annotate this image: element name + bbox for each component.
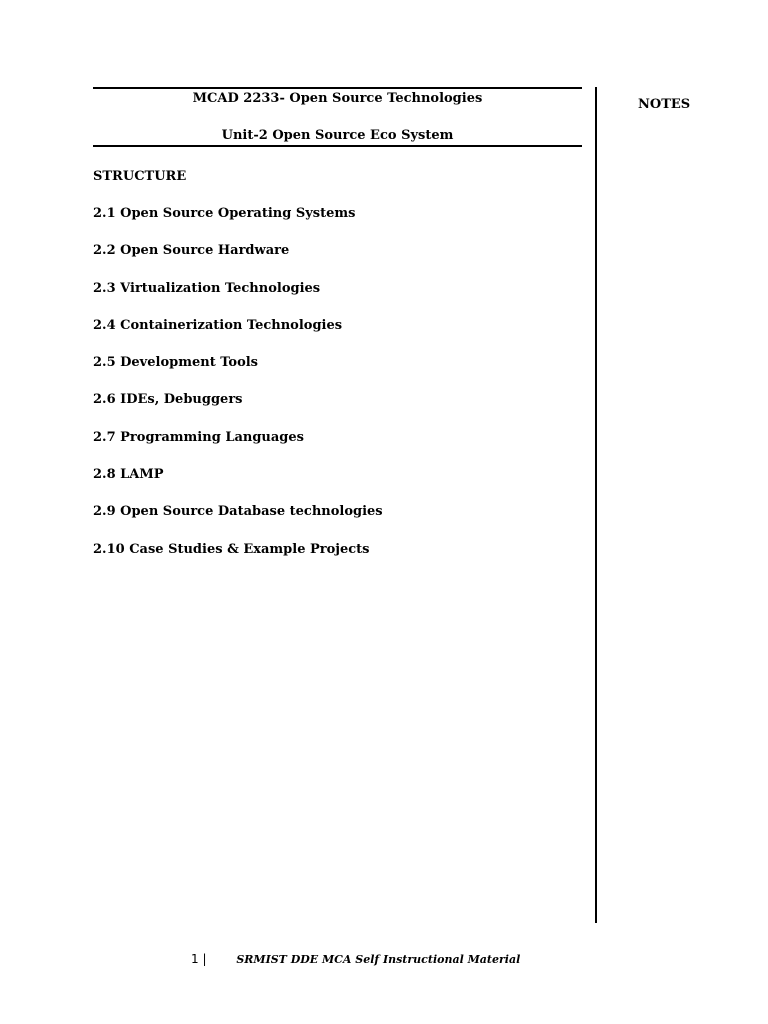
structure-item: 2.4 Containerization Technologies bbox=[93, 317, 343, 333]
notes-margin-divider bbox=[595, 87, 597, 923]
header-bottom-rule bbox=[93, 145, 582, 147]
structure-item: 2.6 IDEs, Debuggers bbox=[93, 392, 243, 408]
structure-item: 2.5 Development Tools bbox=[93, 355, 259, 371]
structure-item: 2.8 LAMP bbox=[93, 467, 164, 483]
structure-list bbox=[93, 205, 383, 578]
structure-heading: STRUCTURE bbox=[93, 169, 187, 184]
page-number: 1 | bbox=[191, 952, 207, 966]
page-footer bbox=[191, 951, 520, 968]
footer-text: SRMIST DDE MCA Self Instructional Material bbox=[236, 953, 521, 966]
structure-item: 2.3 Virtualization Technologies bbox=[93, 280, 321, 296]
unit-title: Unit-2 Open Source Eco System bbox=[221, 128, 454, 143]
structure-item: 2.7 Programming Languages bbox=[93, 429, 304, 445]
structure-item: 2.10 Case Studies & Example Projects bbox=[93, 541, 370, 557]
structure-item: 2.1 Open Source Operating Systems bbox=[93, 206, 356, 221]
structure-item: 2.9 Open Source Database technologies bbox=[93, 504, 383, 520]
notes-label: NOTES bbox=[638, 97, 691, 112]
structure-item: 2.2 Open Source Hardware bbox=[93, 243, 290, 259]
course-title: MCAD 2233- Open Source Technologies bbox=[192, 91, 483, 106]
header-top-rule bbox=[93, 87, 582, 89]
